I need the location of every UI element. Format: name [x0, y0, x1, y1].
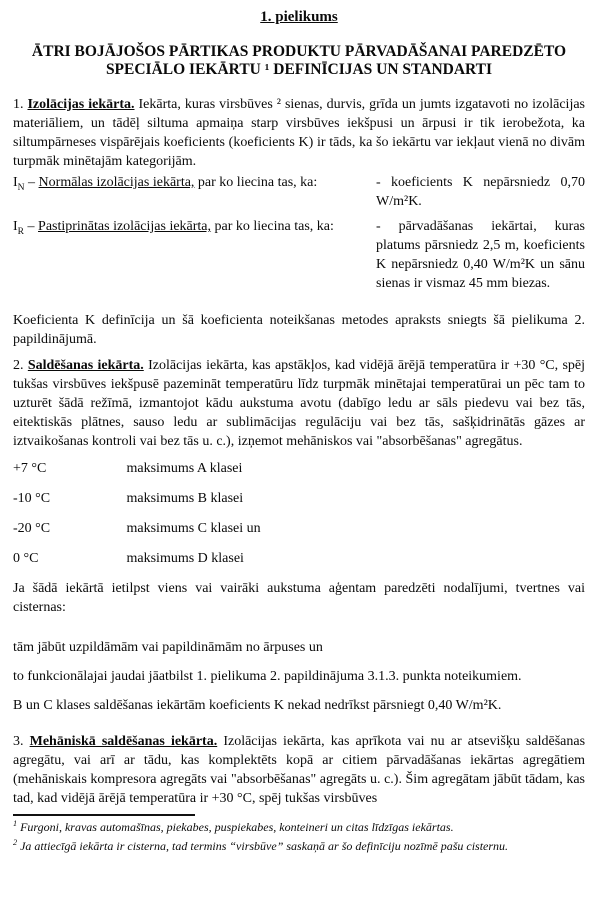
temp-label: maksimums B klasei: [126, 491, 244, 506]
definition-criteria: - pārvadāšanas iekārtai, kuras platums pārsniedz 2,5 m, koeficients K nepārsniedz 0,40 W/m²K un sānu sienas ir vismaz 45 mm biezas.: [376, 219, 585, 291]
temp-value: +7 °C: [13, 461, 47, 476]
footnote-text: Ja attiecīgā iekārta ir cisterna, tad termins “virsbūve” saskaņā ar šo definīciju nozīmē pašu cisternu.: [20, 839, 509, 853]
temp-class-row: [13, 459, 585, 478]
definition-row-ir: [13, 217, 585, 293]
paragraph-condition-intro: Ja šādā iekārtā ietilpst viens vai vairāki aukstuma aģentam paredzēti nodalījumi, tvertnes vai cisternas:: [13, 581, 585, 615]
paragraph-body: Izolācijas iekārta, kas apstākļos, kad vidējā ārējā temperatūra ir +30 °C, spēj tukšas virsbūves iekšpusē pazemināt temperatūru līdz turpmāk minētajai temperatūrai un pēc tam to uzturēt šādā režīmā, izmantojot kādu aukstuma avotu (dabīgo ledu ar sāls piedevu vai bez tās, eitektiskās plātnes, sauso ledu ar sublimācijas regulāciju vai bez tās, sašķidrinātās gāzes ar iztvaikošanas kontroli vai bez tās u. c.), izņemot mehāniskos vai "absorbēšanas" agregātus.: [13, 358, 586, 449]
paragraph-bc-note: B un C klases saldēšanas iekārtām koeficients K nekad nedrīkst pārsniegt 0,40 W/m²K.: [13, 698, 502, 713]
definition-symbol: $I_R$: [13, 219, 25, 237]
paragraph-term: Saldēšanas iekārta.: [27, 358, 144, 373]
paragraph-number: 1.: [13, 97, 24, 112]
paragraph-number: 3.: [13, 734, 24, 749]
definition-symbol: $I_N$: [13, 175, 25, 193]
footnote-marker: 1: [13, 819, 18, 828]
temp-value: -10 °C: [13, 491, 51, 506]
footnote-2: [13, 835, 585, 854]
footnote-marker: 2: [13, 838, 18, 847]
paragraph-body: Izolācijas iekārta, kas aprīkota vai nu ar atsevišķu saldēšanas agregātu, vai arī ar tādu, kas komplektēts kopā ar citiem pārvadāšanas iekārtas agregātiem (mehāniskais kompresora agregāts vai "absorbēšanas" agregāts u. c.). Šim agregātam jābūt tādam, kas tad, kad vidējā ārējā temperatūra ir +30 °C, spēj tukšas virsbūves: [13, 734, 586, 806]
paragraph-number: 2.: [13, 358, 24, 373]
document-title: [13, 43, 585, 79]
temp-class-row: [13, 549, 585, 568]
paragraph-coefficient-note: Koeficienta K definīcija un šā koeficienta noteikšanas metodes apraksts sniegts šā pielikuma 2. papildinājumā.: [13, 313, 585, 347]
definition-term: Normālas izolācijas iekārta,: [38, 175, 195, 190]
paragraph-mechanical-refrigeration: [13, 732, 585, 808]
paragraph-refrigerated-equipment: [13, 356, 585, 451]
temp-value: -20 °C: [13, 521, 51, 536]
definition-criteria: - koeficients K nepārsniedz 0,70 W/m²K.: [376, 175, 585, 209]
title-line-1: ĀTRI BOJĀJOŠOS PĀRTIKAS PRODUKTU PĀRVADĀŠANAI PAREDZĒTO: [31, 43, 567, 60]
temp-class-row: [13, 519, 585, 538]
footnote-1: [13, 816, 585, 835]
annex-label-text: 1. pielikums: [260, 9, 338, 25]
paragraph-term: Izolācijas iekārta.: [27, 97, 135, 112]
paragraph-insulated-equipment: [13, 95, 585, 171]
definition-row-in: [13, 173, 585, 211]
temp-class-row: [13, 489, 585, 508]
definition-left: [13, 217, 376, 293]
annex-label: [13, 8, 585, 27]
paragraph-term: Mehāniskā saldēšanas iekārta.: [29, 734, 218, 749]
paragraph-condition-1: tām jābūt uzpildāmām vai papildināmām no ārpuses un: [13, 640, 323, 655]
definition-term: Pastiprinātas izolācijas iekārta,: [38, 219, 212, 234]
title-line-2: SPECIĀLO IEKĀRTU ¹ DEFINĪCIJAS UN STANDARTI: [105, 61, 493, 78]
definition-dash: –: [27, 219, 35, 234]
definition-lead: par ko liecina tas, ka:: [214, 219, 334, 234]
temp-label: maksimums D klasei: [126, 551, 244, 566]
temperature-class-list: [13, 459, 585, 568]
temp-value: 0 °C: [13, 551, 39, 566]
footnote-text: Furgoni, kravas automašīnas, piekabes, puspiekabes, konteineri un citas līdzīgas iekārtas.: [20, 820, 454, 834]
paragraph-body: Iekārta, kuras virsbūves ² sienas, durvis, grīda un jumts izgatavoti no izolācijas materiāliem, un tādēļ siltuma apmaiņa starp virsbūves iekšpusi un ārpusi ir tik ierobežota, ka siltumpārneses vispārējais koeficients (koeficients K) ir tāds, ka šo iekārtu var iekļaut vienā no divām turpmāk minētajām kategorijām.: [13, 97, 585, 169]
temp-label: maksimums C klasei un: [126, 521, 261, 536]
definition-lead: par ko liecina tas, ka:: [197, 175, 318, 190]
definition-dash: –: [28, 175, 36, 190]
paragraph-condition-2: to funkcionālajai jaudai jāatbilst 1. pielikuma 2. papildinājuma 3.1.3. punkta noteikumiem.: [13, 669, 522, 684]
definition-left: [13, 173, 376, 211]
temp-label: maksimums A klasei: [126, 461, 243, 476]
